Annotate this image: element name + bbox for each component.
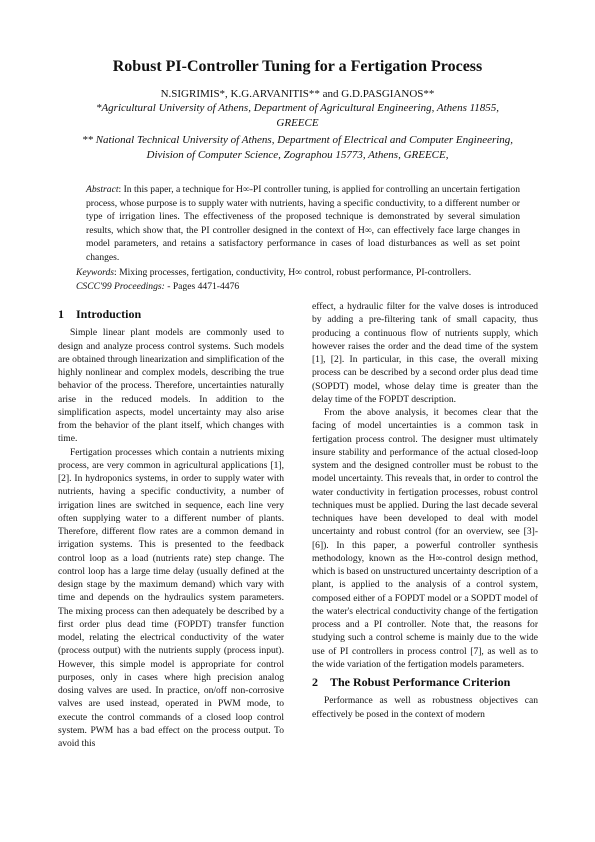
section-number: 2 <box>312 675 318 689</box>
author-list: N.SIGRIMIS*, K.G.ARVANITIS** and G.D.PASGIANOS** <box>160 88 435 100</box>
proceedings-pages: - Pages 4471-4476 <box>164 281 240 292</box>
abstract-label: Abstract <box>86 184 119 195</box>
intro-paragraph-4: From the above analysis, it becomes clear that the facing of model uncertainties is a common task in fertigation process control. The designer must ultimately insure stability and performance of the actual closed-loop system and the designed controller must be robust to the model uncertainty. This reveals that, in order to control the water conductivity in fertigation processes, robust control techniques must be applied. During the last decade several techniques have been developed to deal with model uncertainty and robust control (for an overview, see [3]-[6]). In this paper, a powerful controller synthesis methodology, known as the H∞-control design method, which is based on unstructured uncertainty description of a plant, is applied to the analysis of a control system, composed either of a FOPDT model or a SOPDT model of the water's electrical conductivity change of the fertigation process and a PI controller. Note that, the reasons for studying such a control scheme is mainly due to the wide use of PI controllers in process control [7], as well as to the wide variation of the fertigation models parameters. <box>312 407 538 670</box>
column-left <box>58 300 284 750</box>
abstract <box>86 183 520 265</box>
keywords-text: : Mixing processes, fertigation, conductivity, H∞ control, robust performance, PI-controllers. <box>114 267 472 278</box>
paper-title: Robust PI-Controller Tuning for a Fertigation Process <box>112 58 483 75</box>
affiliation-ntua: ** National Technical University of Athens, Department of Electrical and Computer Engineering, Division of Computer Science, Zographou 15773, Athens, GREECE, <box>81 134 514 161</box>
section-heading-robust-performance <box>312 676 538 689</box>
intro-paragraph-2: Fertigation processes which contain a nutrients mixing process, are very common in agricultural applications [1], [2]. In hydroponics systems, in order to supply water with nutrients, having a specific conductivity, a number of irrigation lines are switched in sequence, each line very often supplying water to a different number of plants. Therefore, different flow rates are a common demand in irrigation systems. This is presented to the feedback control loop as a load (nutrients rate) step change. The control loop has a large time delay (usually defined at the design stage by the maximum demand) which vary with time and depends on the hydraulics system parameters. The mixing process can then adequately be described by a first order plus dead time (FOPDT) transfer function model, relating the electrical conductivity of the water (process output) with the nutrients supply (process input). However, this simple model is appropriate for control purposes, only in cases where high precision analog dosing valves are used. In practice, on/off non-corrosive valves are used instead, operated in PWM mode, to execute the control commands of a closed loop control system. PWM has a bad effect on the process output. To avoid this <box>58 446 284 749</box>
proceedings-info <box>76 280 526 294</box>
keywords <box>76 266 526 280</box>
section-heading-introduction <box>58 308 284 321</box>
section-title: Introduction <box>76 307 142 321</box>
abstract-text: : In this paper, a technique for H∞-PI controller tuning, is applied for controlling an uncertain fertigation process, whose purpose is to supply water with nutrients, having a specific conductivity, to a different number or type of irrigation lines. The effectiveness of the proposed technique is demonstrated by several simulation results, which show that, the PI controller designed in the context of H∞, can effectively face large changes in model parameters, and retains a satisfactory performance in cases of load disturbances as well as set point changes. <box>86 184 520 263</box>
column-right <box>312 300 538 721</box>
proceedings-label: CSCC'99 Proceedings: <box>76 281 165 292</box>
intro-paragraph-3: effect, a hydraulic filter for the valve doses is introduced by adding a pre-filtering tank of small capacity, thus producing a continuous flow of nutrients supply, which however raises the order and the dead time of the system [1], [2]. In particular, in this case, the overall mixing process can be described by a second order plus dead time (SOPDT) model, whose delay time is greater than the delay time of the FOPDT description. <box>312 301 538 405</box>
intro-paragraph-1: Simple linear plant models are commonly used to design and analyze process control systems. Such models are obtained through linearization and simplification of the highly nonlinear and complex models, describing the true behavior of the process. Therefore, uncertainties naturally arise in the reduced models. In addition to the simplification aspects, model uncertainty may also arise from the behavior of the plant itself, which changes with time. <box>58 327 284 445</box>
section-title: The Robust Performance Criterion <box>330 675 511 689</box>
robust-paragraph-1: Performance as well as robustness objectives can effectively be posed in the context of modern <box>312 695 538 720</box>
keywords-label: Keywords <box>76 267 115 278</box>
section-number: 1 <box>58 307 64 321</box>
affiliation-athens-agri: *Agricultural University of Athens, Department of Agricultural Engineering, Athens 11855, GREECE <box>95 102 500 129</box>
